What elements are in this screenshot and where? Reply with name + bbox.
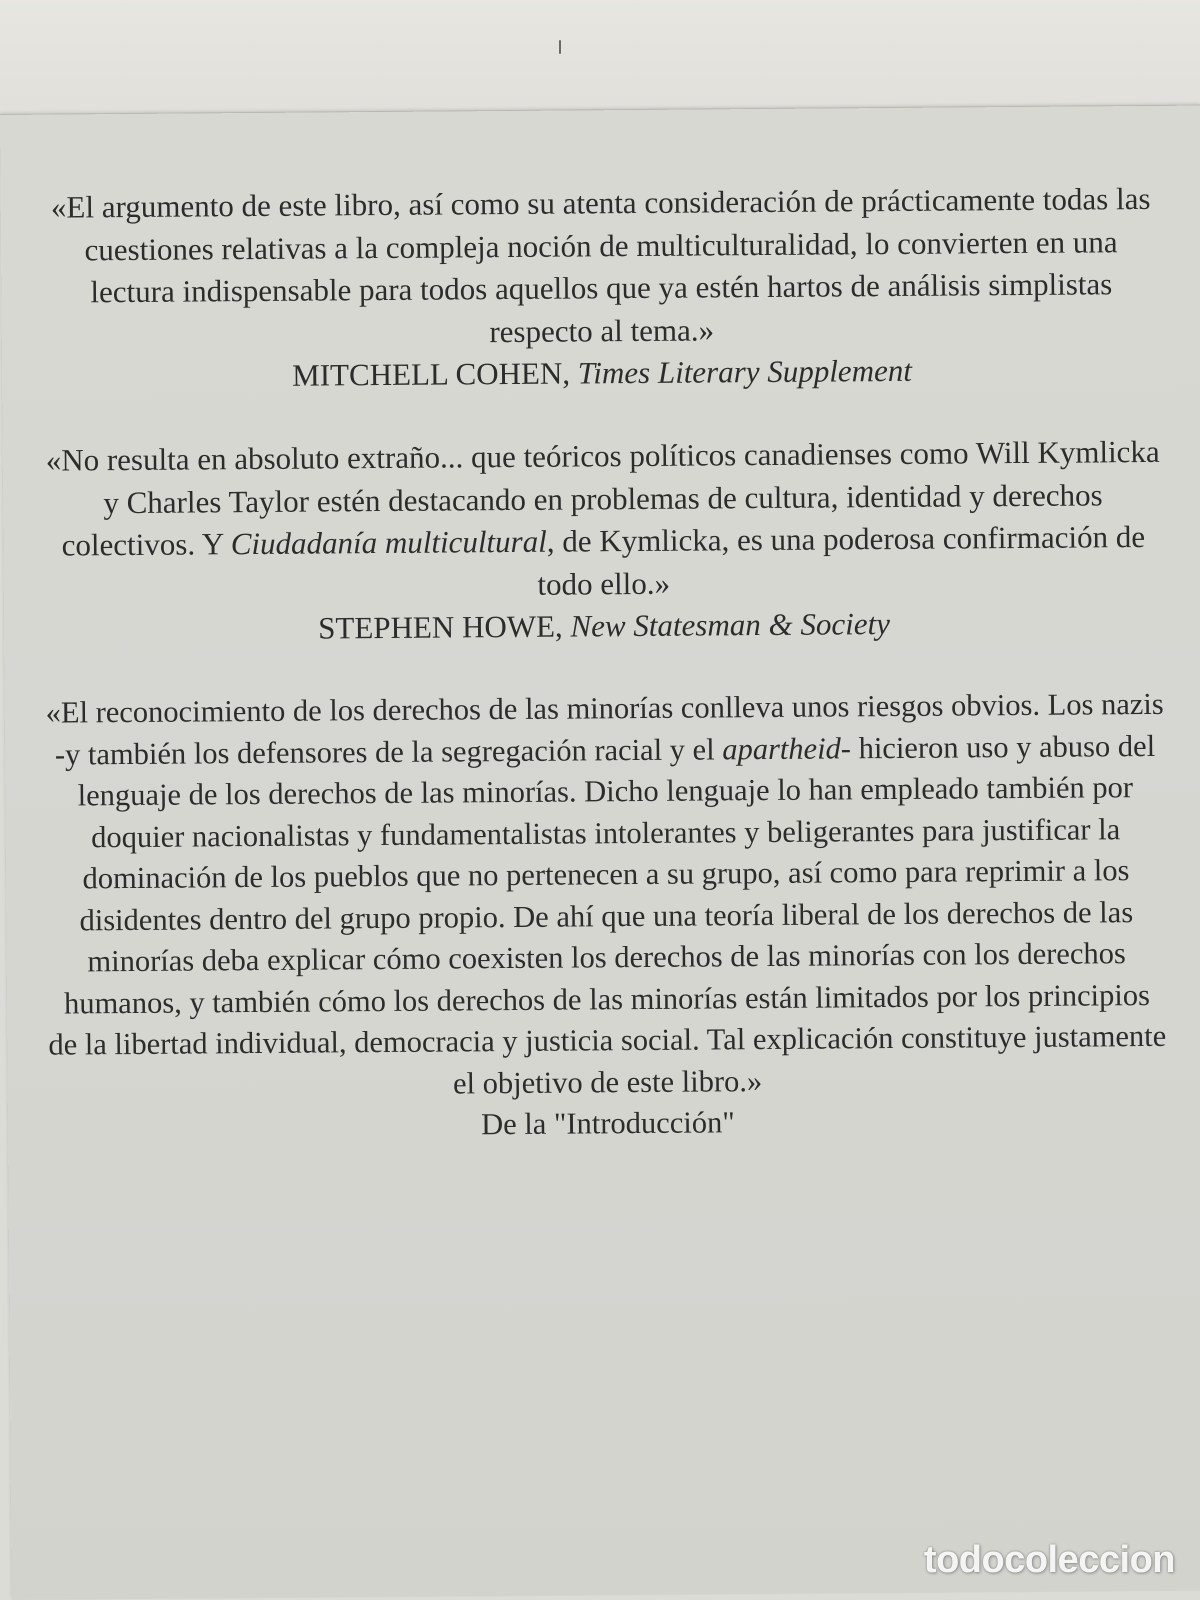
introduction-excerpt xyxy=(45,684,1169,1149)
italic-term: apartheid- xyxy=(722,730,852,766)
review-quote-2 xyxy=(43,431,1165,652)
quote-source: Times Literary Supplement xyxy=(577,352,913,391)
quote-author: MITCHELL COHEN, xyxy=(292,355,571,393)
quote-text-part: «El reconocimiento de los derechos de las minorías conlleva unos riesgos obvios. Los nazis -y también los defensores de la segregación racial y el xyxy=(45,686,1164,772)
quote-source: De la "Introducción" xyxy=(481,1105,735,1142)
quote-text-part: , de Kymlicka, es una poderosa confirmación de todo ello.» xyxy=(537,519,1146,602)
quote-source: New Statesman & Society xyxy=(570,606,891,644)
quote-text-part: hicieron uso y abuso del lenguaje de los derechos de las minorías. Dicho lenguaje lo han empleado también por doquier nacionalistas y fundamentalistas intolerantes y beligerantes para justificar la dominación de los pueblos que no pertenecen a su grupo, así como para reprimir a los disidentes dentro del grupo propio. De ahí que una teoría liberal de los derechos de las minorías deba explicar cómo coexisten los derechos de las minorías con los derechos humanos, y también cómo los derechos de las minorías están limitados por los principios de la libertad individual, democracia y justicia social. Tal explicación constituye justamente el objetivo de este libro.» xyxy=(48,728,1167,1100)
pen-mark xyxy=(559,40,561,54)
book-back-cover xyxy=(0,106,1200,1600)
quote-text-part: «No resulta en absoluto extraño... que teóricos políticos canadienses como Will Kymlicka y Charles Taylor estén destacando en problemas de cultura, identidad y derechos colectivos. Y xyxy=(45,433,1160,563)
review-quote-1 xyxy=(41,178,1163,399)
quote-attribution xyxy=(44,601,1164,652)
watermark-logo: todocoleccion xyxy=(923,1539,1175,1581)
quote-attribution xyxy=(48,1099,1168,1149)
book-title: Ciudadanía multicultural xyxy=(230,523,547,562)
quote-text: «El argumento de este libro, así como su atenta consideración de prácticamente todas las cuestiones relativas a la compleja noción de multiculturalidad, lo convierten en una lectura indispensable para todos aquellos que ya estén hartos de análisis simplistas respecto al tema.» xyxy=(50,180,1151,349)
quote-author: STEPHEN HOWE, xyxy=(318,608,563,646)
quote-text xyxy=(43,431,1164,610)
quote-text xyxy=(45,684,1168,1108)
quote-attribution xyxy=(42,348,1162,399)
